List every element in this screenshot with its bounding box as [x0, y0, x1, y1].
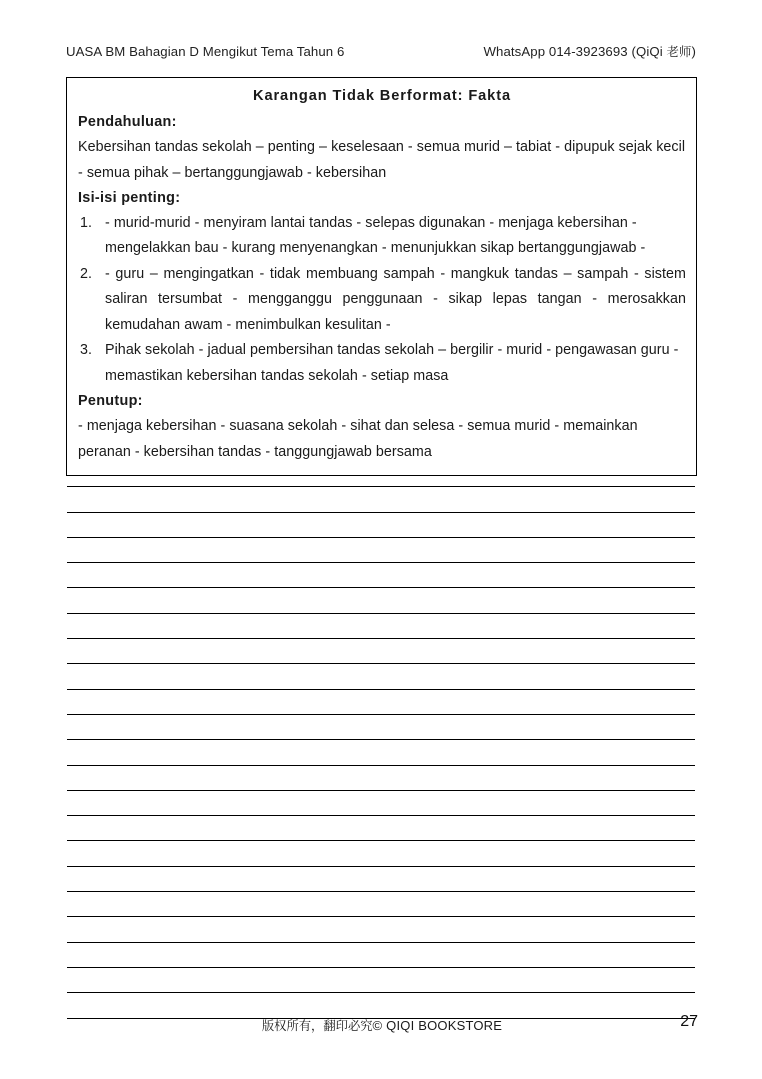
ruled-line	[67, 791, 695, 816]
ruled-line	[67, 917, 695, 942]
header-title-left: UASA BM Bahagian D Mengikut Tema Tahun 6	[66, 43, 345, 59]
ruled-line	[67, 513, 695, 538]
box-title: Karangan Tidak Berformat: Fakta	[253, 88, 511, 104]
footer-copyright	[262, 1016, 502, 1034]
ruled-line	[67, 816, 695, 841]
ruled-line	[67, 462, 695, 487]
ruled-line	[67, 715, 695, 740]
ruled-line	[67, 740, 695, 765]
ruled-line	[67, 588, 695, 613]
header-contact-close: )	[691, 44, 696, 59]
header-contact-latin: WhatsApp 014-3923693 (QiQi	[483, 44, 667, 59]
ruled-line	[67, 563, 695, 588]
ruled-line	[67, 639, 695, 664]
ruled-line	[67, 487, 695, 512]
section-body-pendahuluan: Kebersihan tandas sekolah – penting – keselesaan - semua murid – tabiat - dipupuk sejak kecil - semua pihak – bertanggungjawab - kebersihan	[78, 139, 686, 181]
section-heading-pendahuluan: Pendahuluan:	[78, 114, 177, 131]
page-header	[66, 40, 698, 62]
list-item	[78, 262, 686, 339]
ruled-line	[67, 538, 695, 563]
footer-copyright-cjk: 版权所有，翻印必究	[261, 1019, 373, 1033]
page-footer	[66, 1013, 698, 1036]
list-item-text: - murid-murid - menyiram lantai tandas - selepas digunakan - menjaga kebersihan - mengelakkan bau - kurang menyenangkan - menunjukkan sikap bertanggungjawab -	[105, 214, 646, 257]
essay-outline-box	[66, 77, 697, 476]
ruled-writing-area	[67, 462, 695, 1019]
list-item	[78, 211, 686, 262]
ruled-line	[67, 968, 695, 993]
page-number: 27	[680, 1013, 698, 1030]
ruled-line	[67, 867, 695, 892]
ruled-line	[67, 766, 695, 791]
list-item-marker: 1.	[80, 214, 92, 231]
section-heading-isi-isi-penting: Isi-isi penting:	[78, 190, 181, 207]
section-body-penutup: - menjaga kebersihan - suasana sekolah - sihat dan selesa - semua murid - memainkan peranan - kebersihan tandas - tanggungjawab bersama	[78, 418, 638, 460]
ruled-line	[67, 690, 695, 715]
list-item-marker: 2.	[80, 265, 92, 282]
ruled-line	[67, 943, 695, 968]
list-item-text: - guru – mengingatkan - tidak membuang sampah - mangkuk tandas – sampah - sistem saliran tersumbat - mengganggu penggunaan - sikap lepas tangan - merosakkan kemudahan awam - menimbulkan kesulitan -	[105, 265, 686, 333]
section-heading-penutup: Penutup:	[78, 393, 143, 410]
footer-copyright-latin: © QIQI BOOKSTORE	[372, 1018, 503, 1033]
header-contact-right	[483, 42, 698, 60]
ruled-line	[67, 664, 695, 689]
ruled-line	[67, 892, 695, 917]
list-item	[78, 338, 686, 389]
ruled-line	[67, 993, 695, 1018]
isi-isi-penting-list	[78, 211, 686, 390]
ruled-line	[67, 841, 695, 866]
list-item-marker: 3.	[80, 342, 92, 359]
ruled-line	[67, 614, 695, 639]
header-contact-cjk: 老师	[666, 44, 692, 59]
list-item-text: Pihak sekolah - jadual pembersihan tandas sekolah – bergilir - murid - pengawasan guru - memastikan kebersihan tandas sekolah - setiap masa	[105, 342, 679, 384]
